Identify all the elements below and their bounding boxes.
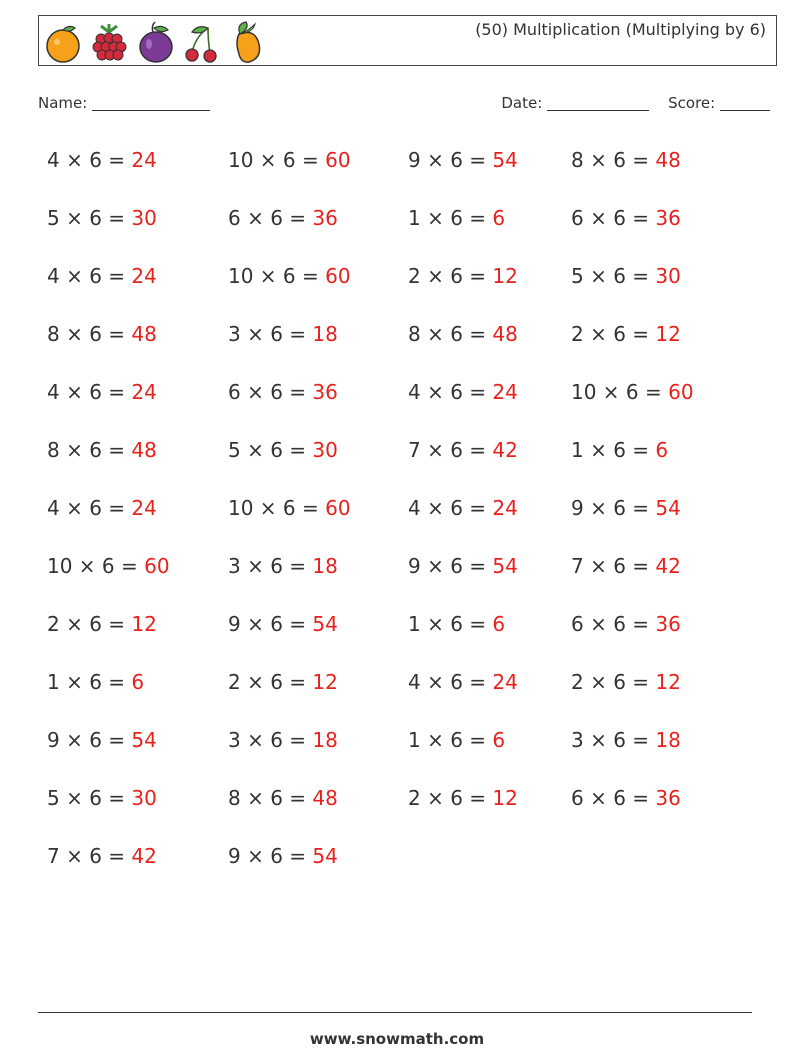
problem-answer: 36 [312, 380, 338, 404]
problem-48 [571, 786, 681, 810]
problem-answer: 36 [312, 206, 338, 230]
problem-question: 3 × 6 = [571, 728, 656, 752]
problem-answer: 36 [655, 206, 681, 230]
problem-3 [408, 148, 518, 172]
problem-answer: 48 [131, 438, 157, 462]
problem-answer: 24 [492, 380, 518, 404]
problem-answer: 36 [655, 786, 681, 810]
raspberry-icon [89, 20, 129, 64]
problem-answer: 54 [131, 728, 157, 752]
problem-answer: 42 [655, 554, 681, 578]
problem-question: 7 × 6 = [571, 554, 656, 578]
problem-6 [228, 206, 338, 230]
problem-question: 8 × 6 = [571, 148, 656, 172]
problem-37 [47, 670, 144, 694]
worksheet-title: (50) Multiplication (Multiplying by 6) [475, 20, 766, 39]
problem-39 [408, 670, 518, 694]
problem-answer: 60 [144, 554, 170, 578]
problem-question: 4 × 6 = [47, 380, 132, 404]
problem-46 [228, 786, 338, 810]
problem-question: 2 × 6 = [47, 612, 132, 636]
problem-26 [228, 496, 351, 520]
problem-17 [47, 380, 157, 404]
problem-answer: 12 [655, 322, 681, 346]
problem-question: 5 × 6 = [228, 438, 313, 462]
problem-question: 1 × 6 = [408, 206, 493, 230]
problem-12 [571, 264, 681, 288]
problem-answer: 42 [492, 438, 518, 462]
problem-answer: 12 [655, 670, 681, 694]
problem-7 [408, 206, 505, 230]
problem-28 [571, 496, 681, 520]
problem-answer: 6 [655, 438, 669, 462]
problem-4 [571, 148, 681, 172]
problem-20 [571, 380, 694, 404]
problem-answer: 6 [492, 728, 506, 752]
problem-answer: 54 [312, 612, 338, 636]
problem-question: 7 × 6 = [47, 844, 132, 868]
problem-question: 8 × 6 = [47, 322, 132, 346]
problem-22 [228, 438, 338, 462]
problem-question: 2 × 6 = [408, 786, 493, 810]
problem-question: 1 × 6 = [408, 612, 493, 636]
problem-44 [571, 728, 681, 752]
problem-answer: 54 [312, 844, 338, 868]
date-score-fields [501, 94, 770, 112]
problem-question: 5 × 6 = [47, 206, 132, 230]
problem-question: 3 × 6 = [228, 728, 313, 752]
problem-question: 4 × 6 = [408, 670, 493, 694]
problem-answer: 48 [655, 148, 681, 172]
problem-answer: 54 [492, 148, 518, 172]
problem-8 [571, 206, 681, 230]
problem-38 [228, 670, 338, 694]
problem-answer: 6 [492, 612, 506, 636]
problem-43 [408, 728, 505, 752]
problem-question: 8 × 6 = [228, 786, 313, 810]
problem-23 [408, 438, 518, 462]
problem-answer: 18 [312, 728, 338, 752]
problem-13 [47, 322, 157, 346]
date-label: Date: [501, 94, 543, 112]
problem-2 [228, 148, 351, 172]
problem-answer: 24 [492, 670, 518, 694]
problem-question: 10 × 6 = [47, 554, 145, 578]
problem-answer: 6 [131, 670, 145, 694]
problem-answer: 18 [312, 554, 338, 578]
cherry-icon [181, 20, 221, 64]
problem-answer: 30 [131, 206, 157, 230]
plum-icon [135, 20, 175, 64]
problem-question: 5 × 6 = [571, 264, 656, 288]
problem-question: 4 × 6 = [47, 496, 132, 520]
problem-41 [47, 728, 157, 752]
problem-question: 1 × 6 = [47, 670, 132, 694]
problem-11 [408, 264, 518, 288]
problem-14 [228, 322, 338, 346]
problem-question: 6 × 6 = [571, 786, 656, 810]
problem-question: 4 × 6 = [408, 380, 493, 404]
mango-icon [227, 20, 267, 64]
fruit-icons [43, 20, 267, 64]
problem-1 [47, 148, 157, 172]
problem-question: 2 × 6 = [408, 264, 493, 288]
problem-18 [228, 380, 338, 404]
problem-30 [228, 554, 338, 578]
problem-answer: 24 [131, 148, 157, 172]
problem-question: 9 × 6 = [571, 496, 656, 520]
problem-27 [408, 496, 518, 520]
problem-question: 9 × 6 = [228, 844, 313, 868]
problem-answer: 48 [312, 786, 338, 810]
problem-question: 6 × 6 = [228, 206, 313, 230]
problem-question: 2 × 6 = [228, 670, 313, 694]
problem-34 [228, 612, 338, 636]
problem-question: 7 × 6 = [408, 438, 493, 462]
problem-31 [408, 554, 518, 578]
problem-answer: 36 [655, 612, 681, 636]
problem-question: 6 × 6 = [228, 380, 313, 404]
problem-answer: 42 [131, 844, 157, 868]
problem-answer: 30 [655, 264, 681, 288]
name-field [38, 94, 210, 112]
problem-question: 9 × 6 = [47, 728, 132, 752]
problem-question: 9 × 6 = [228, 612, 313, 636]
problem-answer: 12 [312, 670, 338, 694]
problem-36 [571, 612, 681, 636]
problem-question: 2 × 6 = [571, 322, 656, 346]
problem-question: 5 × 6 = [47, 786, 132, 810]
problem-answer: 6 [492, 206, 506, 230]
problem-answer: 60 [668, 380, 694, 404]
problem-50 [228, 844, 338, 868]
problem-42 [228, 728, 338, 752]
problem-answer: 60 [325, 148, 351, 172]
problem-15 [408, 322, 518, 346]
problem-answer: 30 [312, 438, 338, 462]
problem-answer: 24 [131, 496, 157, 520]
problem-question: 9 × 6 = [408, 148, 493, 172]
problem-answer: 54 [655, 496, 681, 520]
problem-question: 8 × 6 = [408, 322, 493, 346]
problem-answer: 24 [131, 380, 157, 404]
problem-question: 3 × 6 = [228, 554, 313, 578]
problem-24 [571, 438, 668, 462]
problem-answer: 30 [131, 786, 157, 810]
header-box [38, 15, 777, 66]
problem-40 [571, 670, 681, 694]
problem-10 [228, 264, 351, 288]
footer-url: www.snowmath.com [309, 1030, 485, 1048]
problem-question: 4 × 6 = [47, 148, 132, 172]
name-label: Name: [38, 94, 88, 112]
problem-19 [408, 380, 518, 404]
problem-question: 1 × 6 = [571, 438, 656, 462]
problem-answer: 24 [131, 264, 157, 288]
problem-25 [47, 496, 157, 520]
footer-divider [38, 1012, 752, 1013]
problem-5 [47, 206, 157, 230]
problem-answer: 12 [131, 612, 157, 636]
orange-icon [43, 20, 83, 64]
problem-question: 9 × 6 = [408, 554, 493, 578]
problem-21 [47, 438, 157, 462]
score-label: Score: [668, 94, 716, 112]
problem-question: 2 × 6 = [571, 670, 656, 694]
problem-29 [47, 554, 170, 578]
problem-question: 4 × 6 = [47, 264, 132, 288]
problem-question: 4 × 6 = [408, 496, 493, 520]
problem-33 [47, 612, 157, 636]
problem-question: 10 × 6 = [571, 380, 669, 404]
problem-question: 6 × 6 = [571, 612, 656, 636]
problem-question: 1 × 6 = [408, 728, 493, 752]
problem-answer: 12 [492, 786, 518, 810]
problem-question: 8 × 6 = [47, 438, 132, 462]
problem-question: 6 × 6 = [571, 206, 656, 230]
problem-35 [408, 612, 505, 636]
problem-16 [571, 322, 681, 346]
problem-49 [47, 844, 157, 868]
problem-answer: 18 [312, 322, 338, 346]
score-blank[interactable] [720, 110, 770, 111]
date-blank[interactable] [547, 110, 649, 111]
problem-32 [571, 554, 681, 578]
problem-answer: 60 [325, 496, 351, 520]
problem-45 [47, 786, 157, 810]
problem-answer: 24 [492, 496, 518, 520]
problem-answer: 18 [655, 728, 681, 752]
problem-answer: 48 [131, 322, 157, 346]
name-blank[interactable] [92, 110, 210, 111]
problem-question: 10 × 6 = [228, 496, 326, 520]
problem-9 [47, 264, 157, 288]
problem-question: 10 × 6 = [228, 148, 326, 172]
problem-47 [408, 786, 518, 810]
problem-answer: 54 [492, 554, 518, 578]
problem-answer: 12 [492, 264, 518, 288]
problem-question: 3 × 6 = [228, 322, 313, 346]
problem-question: 10 × 6 = [228, 264, 326, 288]
problem-answer: 48 [492, 322, 518, 346]
problem-answer: 60 [325, 264, 351, 288]
